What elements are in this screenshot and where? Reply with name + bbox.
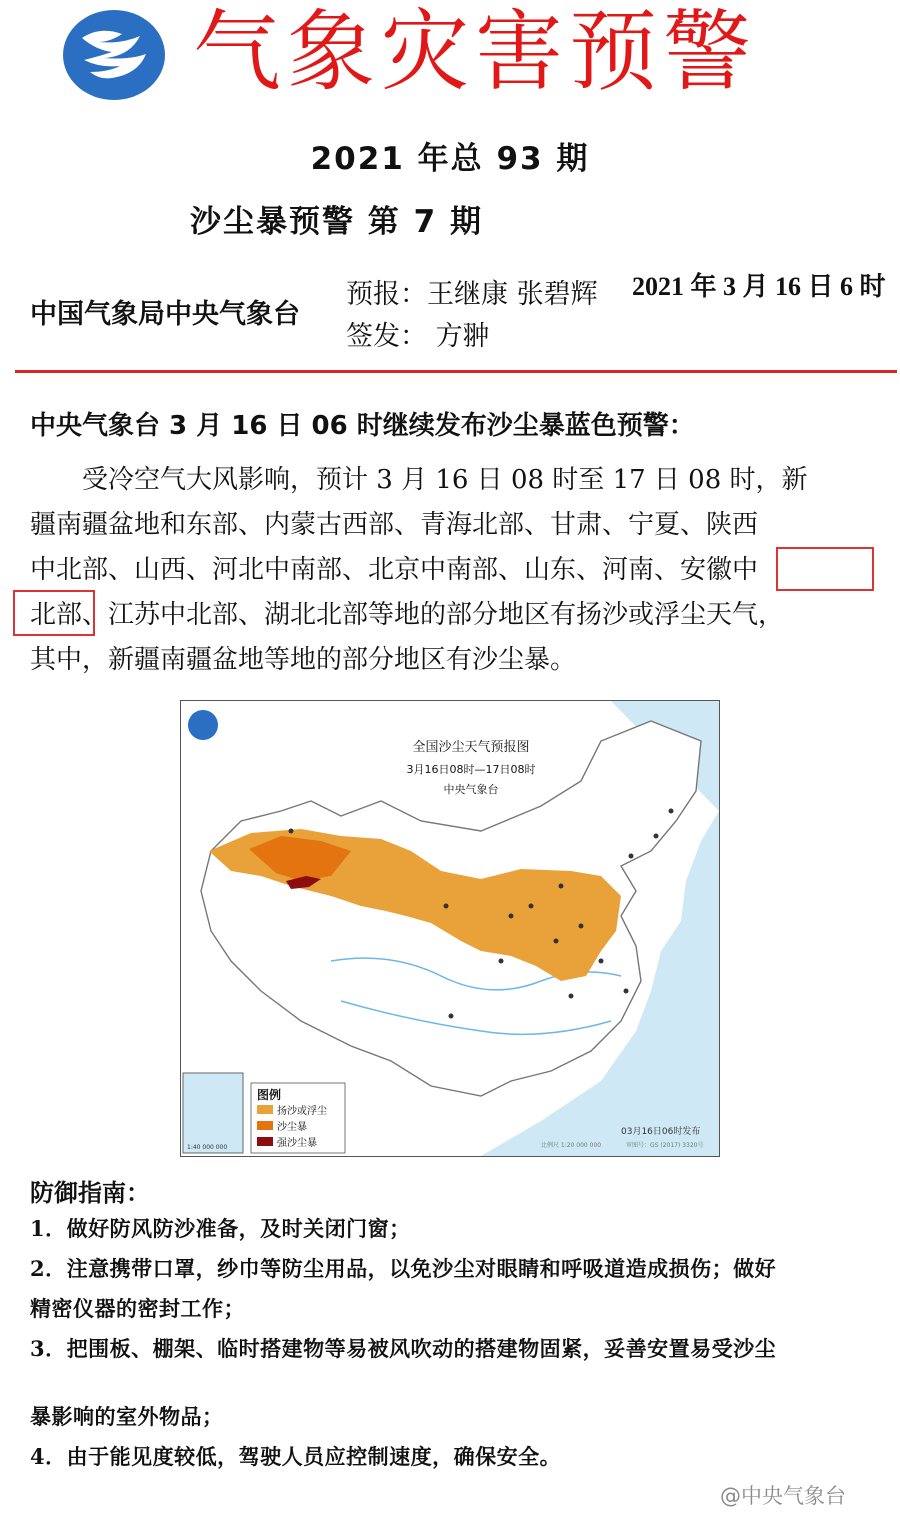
header-divider — [15, 370, 897, 373]
map-approval: 审图号：GS (2017) 3320号 — [626, 1142, 704, 1149]
south-sea-inset — [183, 1073, 243, 1153]
guide-item: 3．把围板、棚架、临时搭建物等易被风吹动的搭建物固紧，妥善安置易受沙尘 — [30, 1336, 777, 1361]
guide-item: 4．由于能见度较低，驾驶人员应控制速度，确保安全。 — [30, 1444, 562, 1469]
legend-label: 扬沙或浮尘 — [277, 1106, 327, 1117]
weibo-watermark: @中央气象台 — [720, 1484, 846, 1508]
map-issuer: 中央气象台 — [443, 783, 499, 796]
document-title: 气象灾害预警 — [193, 0, 758, 103]
forecaster-line: 预报：王继康 张碧辉 — [346, 279, 598, 310]
bulletin-lead: 中央气象台 3 月 16 日 06 时继续发布沙尘暴蓝色预警： — [30, 411, 695, 441]
legend-swatch — [257, 1121, 273, 1130]
legend-label: 强沙尘暴 — [277, 1138, 317, 1149]
bulletin-line: 北部、江苏中北部、湖北北部等地的部分地区有扬沙或浮尘天气， — [30, 600, 785, 630]
issue-number: 2021 年总 93 期 — [310, 141, 590, 177]
legend-title: 图例 — [257, 1088, 282, 1102]
legend-swatch — [257, 1105, 273, 1114]
legend-label: 沙尘暴 — [277, 1122, 307, 1133]
guide-item: 2．注意携带口罩，纱巾等防尘用品，以免沙尘对眼睛和呼吸道造成损伤；做好 — [30, 1256, 777, 1281]
dust-forecast-map — [180, 700, 720, 1157]
guide-item: 1．做好防风防沙准备，及时关闭门窗； — [30, 1216, 411, 1241]
highlight-box — [13, 590, 95, 636]
map-canvas — [181, 701, 719, 1156]
bulletin-line: 受冷空气大风影响，预计 3 月 16 日 08 时至 17 日 08 时，新 — [30, 465, 808, 495]
bulletin-line: 其中，新疆南疆盆地等地的部分地区有沙尘暴。 — [30, 645, 577, 675]
bulletin-line: 中北部、山西、河北中南部、北京中南部、山东、河南、安徽中 — [30, 555, 759, 585]
map-release-time: 03月16日06时发布 — [621, 1127, 701, 1137]
map-scale: 比例尺 1:20 000 000 — [541, 1142, 602, 1149]
signer-line: 签发： 方翀 — [346, 321, 490, 352]
warning-issue-number: 沙尘暴预警 第 7 期 — [190, 204, 483, 240]
bulletin-body — [30, 458, 880, 683]
map-logo-icon — [188, 710, 218, 740]
legend-swatch — [257, 1137, 273, 1146]
guide-item: 暴影响的室外物品； — [30, 1404, 224, 1429]
issue-date: 2021 年 3 月 16 日 6 时 — [632, 272, 886, 301]
bulletin-line: 疆南疆盆地和东部、内蒙古西部、青海北部、甘肃、宁夏、陕西 — [30, 510, 759, 540]
highlight-box — [776, 547, 874, 591]
cma-logo — [60, 8, 168, 102]
guide-title: 防御指南： — [30, 1179, 150, 1207]
issuing-agency: 中国气象局中央气象台 — [30, 299, 300, 330]
map-period: 3月16日08时—17日08时 — [406, 763, 536, 776]
map-title: 全国沙尘天气预报图 — [412, 740, 530, 755]
guide-item: 精密仪器的密封工作； — [30, 1296, 245, 1321]
inset-scale: 1:40 000 000 — [187, 1144, 228, 1151]
